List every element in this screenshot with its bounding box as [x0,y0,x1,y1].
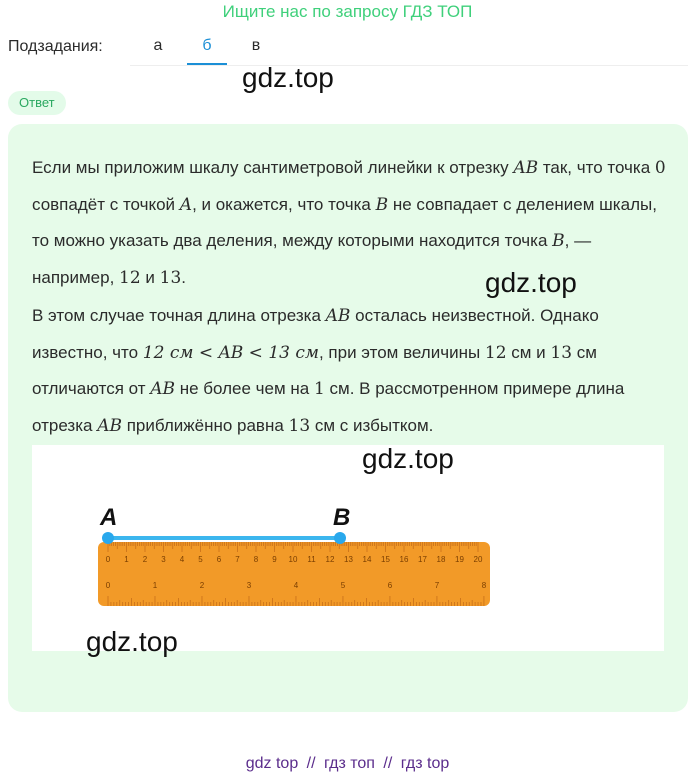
inch-tick-label: 2 [199,581,205,590]
footer-link-1[interactable]: gdz top [245,755,299,772]
cm-tick-label: 15 [381,555,390,564]
ruler-illustration [32,445,664,651]
inch-tick-label: 3 [246,581,252,590]
footer-links [0,755,695,773]
answer-box [8,124,688,712]
ruler-figure [32,445,664,651]
subtasks-bar [8,30,688,66]
inch-tick-label: 1 [152,581,158,590]
tab-v[interactable]: в [251,37,261,54]
cm-tick-label: 12 [325,555,335,564]
inch-tick-label: 8 [481,581,487,590]
inch-tick-label: 4 [293,581,299,590]
watermark: gdz.top [86,626,178,657]
cm-tick-label: 14 [362,555,372,564]
point-b-label: B [333,504,351,531]
tab-b[interactable]: б [187,30,227,65]
answer-paragraph-1: Если мы приложим шкалу сантиметровой линейки к отрезку AB так, что точка 0 совпадёт с точкой A, и окажется, что точка B не совпадает с делением шкалы, то можно указать два деления, между которыми находится точка B, — например, 12 и 13. [32,158,666,288]
point-a-dot [102,532,114,544]
subtask-tabs [130,30,688,66]
watermark: gdz.top [242,62,334,93]
point-a-label: A [100,504,118,531]
cm-tick-label: 10 [288,555,298,564]
subtasks-label: Подзадания: [8,38,103,55]
cm-tick-label: 7 [235,555,240,564]
footer-separator: // [306,755,316,772]
cm-tick-label: 0 [105,555,111,564]
cm-tick-label: 1 [124,555,129,564]
point-b-dot [334,532,346,544]
cm-tick-label: 8 [253,555,259,564]
inch-tick-label: 7 [434,581,440,590]
cm-tick-label: 9 [272,555,277,564]
inch-tick-label: 5 [340,581,346,590]
watermark: gdz.top [485,267,577,298]
answer-paragraph-2: В этом случае точная длина отрезка AB осталась неизвестной. Однако известно, что 12 см < AB < 13 см, при этом величины 12 см и 13 см отличаются от AB не более чем на 1 см. В рассмотренном примере длина отрезка AB приближённо равна 13 см с избытком. [32,306,625,436]
answer-badge: Ответ [8,91,66,115]
watermark: gdz.top [362,443,454,474]
tab-a[interactable]: а [153,37,163,54]
cm-tick-label: 3 [161,555,166,564]
footer-link-2[interactable]: гдз топ [324,755,375,772]
inch-tick-label: 0 [105,581,111,590]
cm-tick-label: 2 [142,555,148,564]
cm-tick-label: 11 [307,555,316,564]
cm-tick-label: 16 [399,555,409,564]
cm-tick-label: 19 [455,555,464,564]
cm-tick-label: 13 [344,555,353,564]
search-promo-banner: Ищите нас по запросу ГДЗ ТОП [222,2,473,21]
ruler-body [98,542,490,606]
cm-tick-label: 5 [198,555,203,564]
cm-tick-label: 18 [436,555,446,564]
inch-tick-label: 6 [387,581,393,590]
footer-link-3[interactable]: гдз top [400,755,450,772]
cm-tick-label: 6 [216,555,222,564]
cm-tick-label: 20 [473,555,483,564]
footer-separator: // [383,755,393,772]
cm-tick-label: 4 [179,555,185,564]
cm-tick-label: 17 [418,555,427,564]
